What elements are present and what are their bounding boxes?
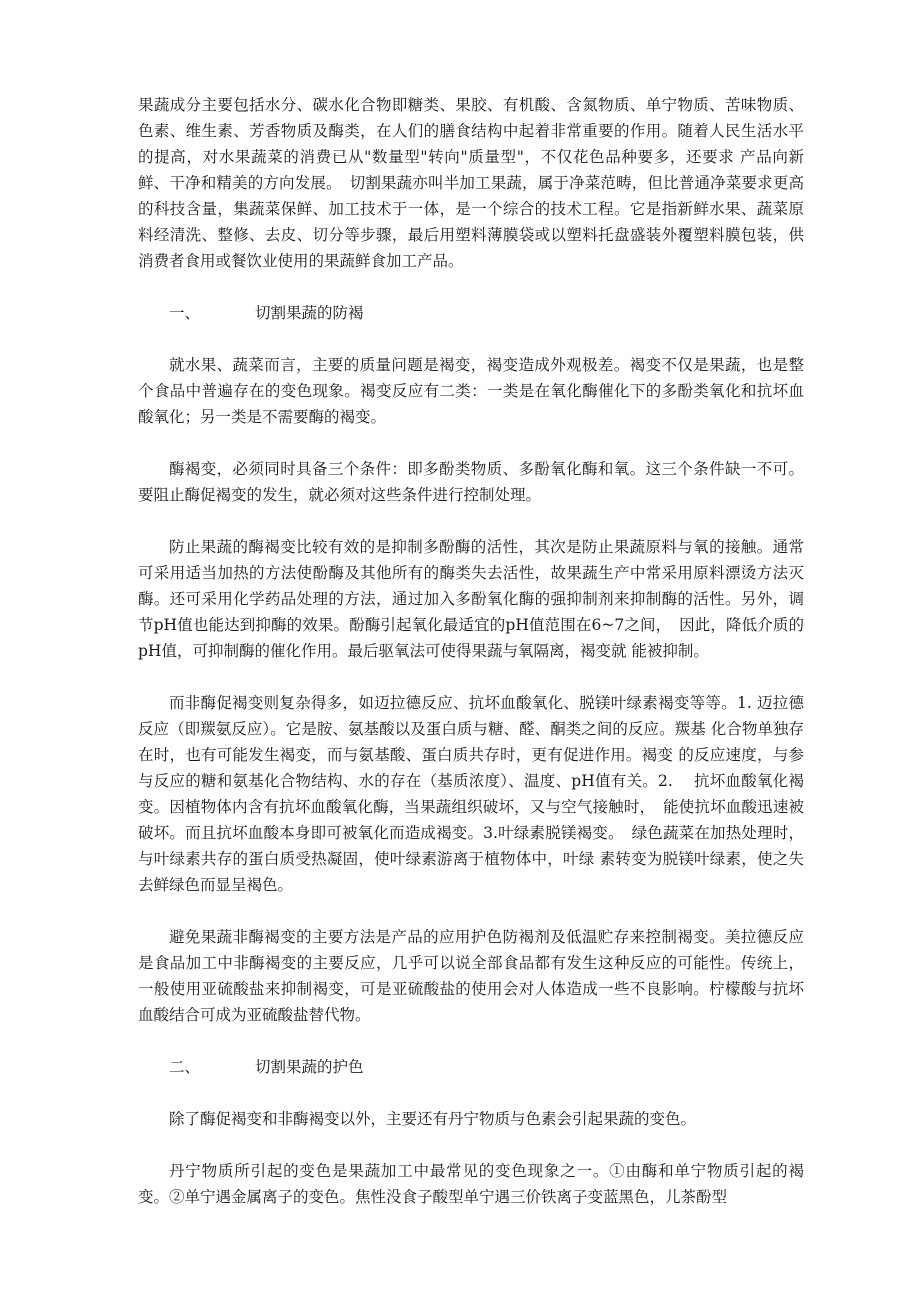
intro-paragraph: 果蔬成分主要包括水分、碳水化合物即糖类、果胶、有机酸、含氮物质、单宁物质、苦味物质、色素、维生素、芳香物质及酶类，在人们的膳食结构中起着非常重要的作用。随着人民生活水平的提高，对水果蔬菜的消费已从"数量型"转向"质量型"，不仅花色品种要多，还要求 产品向新鲜、干净和精美的方向发展。 切割果蔬亦叫半加工果蔬，属于净菜范畴，但比普通净菜要求更高的科技含量，集蔬菜保鲜、加工技术于一体，是一个综合的技术工程。它是指新鲜水果、蔬菜原料经清洗、整修、去皮、切分等步骤，最后用塑料薄膜袋或以塑料托盘盛装外覆塑料膜包装，供消费者食用或餐饮业使用的果蔬鲜食加工产品。 xyxy=(138,96,804,270)
paragraph-non-enzymatic-browning: 而非酶促褐变则复杂得多，如迈拉德反应、抗坏血酸氧化、脱镁叶绿素褐变等等。1. 迈拉德反应（即羰氨反应）。它是胺、氨基酸以及蛋白质与糖、醛、酮类之间的反应。羰基 化合物单独存在时，也有可能发生褐变，而与氨基酸、蛋白质共存时，更有促进作用。褐变 的反应速度，与参与反应的糖和氨基化合物结构、水的存在（基质浓度）、温度、pH值有关。2. 抗坏血酸氧化褐变。因植物体内含有抗坏血酸氧化酶，当果蔬组织破坏，又与空气接触时， 能使抗坏血酸迅速被破坏。而且抗坏血酸本身即可被氧化而造成褐变。3.叶绿素脱镁褐变。 绿色蔬菜在加热处理时，与叶绿素共存的蛋白质受热凝固，使叶绿素游离于植物体中，叶绿 素转变为脱镁叶绿素，使之失去鲜绿色而显呈褐色。 xyxy=(138,694,804,894)
document-page xyxy=(138,92,804,1236)
section-number-1: 一、 xyxy=(169,304,201,322)
paragraph-tannin-discoloration: 丹宁物质所引起的变色是果蔬加工中最常见的变色现象之一。①由酶和单宁物质引起的褐变。②单宁遇金属离子的变色。焦性没食子酸型单宁遇三价铁离子变蓝黑色，儿茶酚型 xyxy=(138,1162,804,1206)
section-number-2: 二、 xyxy=(169,1058,201,1076)
paragraph-browning-problem: 就水果、蔬菜而言，主要的质量问题是褐变，褐变造成外观极差。褐变不仅是果蔬，也是整个食品中普遍存在的变色现象。褐变反应有二类：一类是在氧化酶催化下的多酚类氧化和抗坏血酸氧化；另一类是不需要酶的褐变。 xyxy=(138,356,804,426)
section-title-1: 切割果蔬的防褐 xyxy=(255,304,364,322)
paragraph-enzymatic-browning: 酶褐变，必须同时具备三个条件：即多酚类物质、多酚氧化酶和氧。这三个条件缺一不可。要阻止酶促褐变的发生，就必须对这些条件进行控制处理。 xyxy=(138,460,804,504)
paragraph-color-change-causes: 除了酶促褐变和非酶褐变以外，主要还有丹宁物质与色素会引起果蔬的变色。 xyxy=(169,1110,697,1128)
paragraph-prevent-enzymatic-browning: 防止果蔬的酶褐变比较有效的是抑制多酚酶的活性，其次是防止果蔬原料与氧的接触。通常可采用适当加热的方法使酚酶及其他所有的酶类失去活性，故果蔬生产中常采用原料漂烫方法灭酶。还可采用化学药品处理的方法，通过加入多酚氧化酶的强抑制剂来抑制酶的活性。另外，调节pH值也能达到抑酶的效果。酚酶引起氧化最适宜的pH值范围在6~7之间， 因此，降低介质的pH值，可抑制酶的催化作用。最后驱氧法可使得果蔬与氧隔离，褐变就 能被抑制。 xyxy=(138,538,804,660)
paragraph-avoid-non-enzymatic-browning: 避免果蔬非酶褐变的主要方法是产品的应用护色防褐剂及低温贮存来控制褐变。美拉德反应是食品加工中非酶褐变的主要反应，几乎可以说全部食品都有发生这种反应的可能性。传统上，一般使用亚硫酸盐来抑制褐变，可是亚硫酸盐的使用会对人体造成一些不良影响。柠檬酸与抗坏血酸结合可成为亚硫酸盐替代物。 xyxy=(138,928,804,1024)
section-heading-2 xyxy=(138,1054,804,1080)
section-title-2: 切割果蔬的护色 xyxy=(255,1058,364,1076)
section-heading-1 xyxy=(138,300,804,326)
